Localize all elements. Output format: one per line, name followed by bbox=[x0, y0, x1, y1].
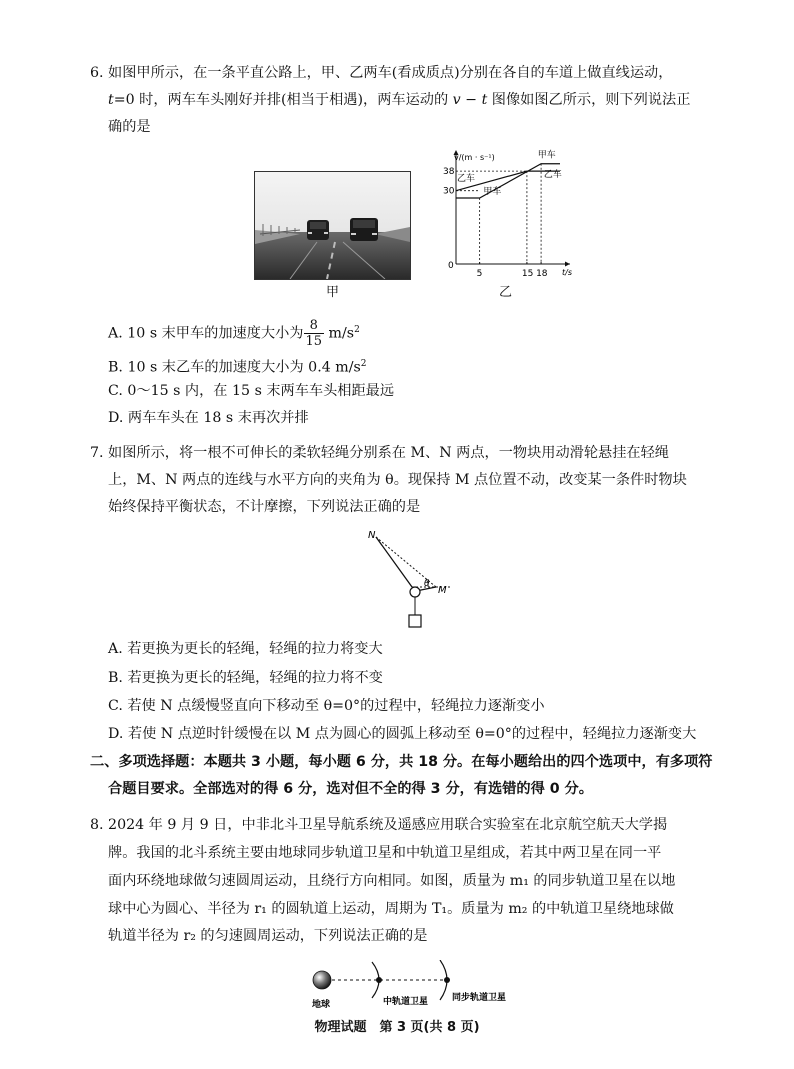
earth-label: 地球 bbox=[312, 1000, 331, 1010]
q8-stem-line-1: 8. 2024 年 9 月 9 日，中非北斗卫星导航系统及遥感应用联合实验室在北京航空航天大学揭 bbox=[90, 817, 668, 833]
q7-stem-line-2: 上，M、N 两点的连线与水平方向的夹角为 θ。现保持 M 点位置不动，改变某一条件时物块 bbox=[108, 472, 687, 488]
mid-orbit-label: 中轨道卫星 bbox=[383, 997, 429, 1007]
q6-stem-line-3: 确的是 bbox=[108, 119, 151, 135]
series-label-jia-top: 甲车 bbox=[537, 150, 556, 161]
q6-stem-line-2: t=0 时，两车车头刚好并排(相当于相遇)，两车运动的 v − t 图像如图乙所示，则下列说法正 bbox=[108, 92, 691, 108]
y-tick-label-30: 30 bbox=[443, 186, 455, 197]
road-photo bbox=[254, 171, 411, 280]
q7-stem-line-1: 7. 如图所示，将一根不可伸长的柔软轻绳分别系在 M、N 两点，一物块用动滑轮悬挂在轻绳 bbox=[90, 445, 669, 461]
series-label-yi-left: 乙车 bbox=[457, 173, 476, 184]
q8-stem-line-4: 球中心为圆心、半径为 r₁ 的圆轨道上运动，周期为 T₁。质量为 m₂ 的中轨道卫星绕地球做 bbox=[108, 901, 674, 917]
section-2-heading-line-2: 合题目要求。全部选对的得 6 分，选对但不全的得 3 分，有选错的得 0 分。 bbox=[108, 781, 593, 797]
q7-option-a: A. 若更换为更长的轻绳，轻绳的拉力将变大 bbox=[108, 641, 383, 657]
q7-option-d: D. 若使 N 点逆时针缓慢在以 M 点为圆心的圆弧上移动至 θ=0°的过程中，轻绳拉力逐渐变大 bbox=[108, 726, 697, 742]
q7-stem-line-3: 始终保持平衡状态，不计摩擦，下列说法正确的是 bbox=[108, 499, 421, 515]
page-footer: 物理试题 第 3 页(共 8 页) bbox=[314, 1020, 480, 1035]
fraction-8-15: $\frac{8}{15}$ bbox=[305, 318, 323, 350]
x-tick-label-18: 18 bbox=[536, 269, 548, 279]
x-tick-label-5: 5 bbox=[476, 269, 483, 279]
road-photo-illustration bbox=[255, 172, 410, 279]
q6-option-a: A. 10 s 末甲车的加速度大小为 $\frac{8}{15}$ $m/s^2$ bbox=[108, 318, 360, 350]
sync-orbit-satellite bbox=[444, 977, 450, 983]
vt-chart bbox=[434, 146, 580, 281]
series-label-yi-right: 乙车 bbox=[543, 170, 562, 181]
section-2-heading-line-1: 二、多项选择题：本题共 3 小题，每小题 6 分，共 18 分。在每小题给出的四个选项中，有多项符 bbox=[90, 754, 713, 770]
block-square bbox=[409, 615, 421, 627]
q8-stem-line-5: 轨道半径为 r₂ 的匀速圆周运动，下列说法正确的是 bbox=[108, 928, 428, 944]
label-m: M bbox=[438, 585, 447, 596]
x-axis-arrow bbox=[565, 262, 570, 267]
pulley-figure bbox=[360, 525, 460, 635]
y-axis-label: v/(m · s⁻¹) bbox=[454, 153, 495, 162]
q6-option-b: B. 10 s 末乙车的加速度大小为 0.4 $m/s^2$ bbox=[108, 359, 367, 376]
label-theta: θ bbox=[424, 579, 430, 589]
q6-stem-line-1: 6. 如图甲所示，在一条平直公路上，甲、乙两车(看成质点)分别在各自的车道上做直线运动， bbox=[90, 65, 673, 81]
q8-stem-line-2: 牌。我国的北斗系统主要由地球同步轨道卫星和中轨道卫星组成，若其中两卫星在同一平 bbox=[108, 845, 662, 861]
y-tick-label-38: 38 bbox=[443, 167, 455, 178]
q6-option-d: D. 两车车头在 18 s 末再次并排 bbox=[108, 410, 309, 426]
figure-b-caption: 乙 bbox=[499, 285, 513, 300]
satellite-orbit-figure bbox=[300, 960, 540, 1010]
sync-orbit-label: 同步轨道卫星 bbox=[452, 993, 507, 1003]
x-tick-label-15: 15 bbox=[521, 269, 534, 279]
q7-option-b: B. 若更换为更长的轻绳，轻绳的拉力将不变 bbox=[108, 670, 383, 686]
q8-stem-line-3: 面内环绕地球做匀速圆周运动，且绕行方向相同。如图，质量为 m₁ 的同步轨道卫星在以地 bbox=[108, 873, 676, 889]
label-n: N bbox=[368, 530, 376, 541]
x-tick-label-0: 0 bbox=[448, 261, 454, 271]
earth-circle bbox=[313, 971, 331, 989]
q7-option-c: C. 若使 N 点缓慢竖直向下移动至 θ=0°的过程中，轻绳拉力逐渐变小 bbox=[108, 698, 545, 714]
series-label-jia-mid: 甲车 bbox=[483, 186, 502, 197]
mid-orbit-satellite bbox=[376, 977, 382, 983]
figure-a-caption: 甲 bbox=[326, 285, 340, 300]
q6-option-c: C. 0～15 s 内，在 15 s 末两车车头相距最远 bbox=[108, 383, 395, 399]
x-axis-label: t/s bbox=[562, 268, 572, 277]
pulley-circle bbox=[410, 587, 420, 597]
